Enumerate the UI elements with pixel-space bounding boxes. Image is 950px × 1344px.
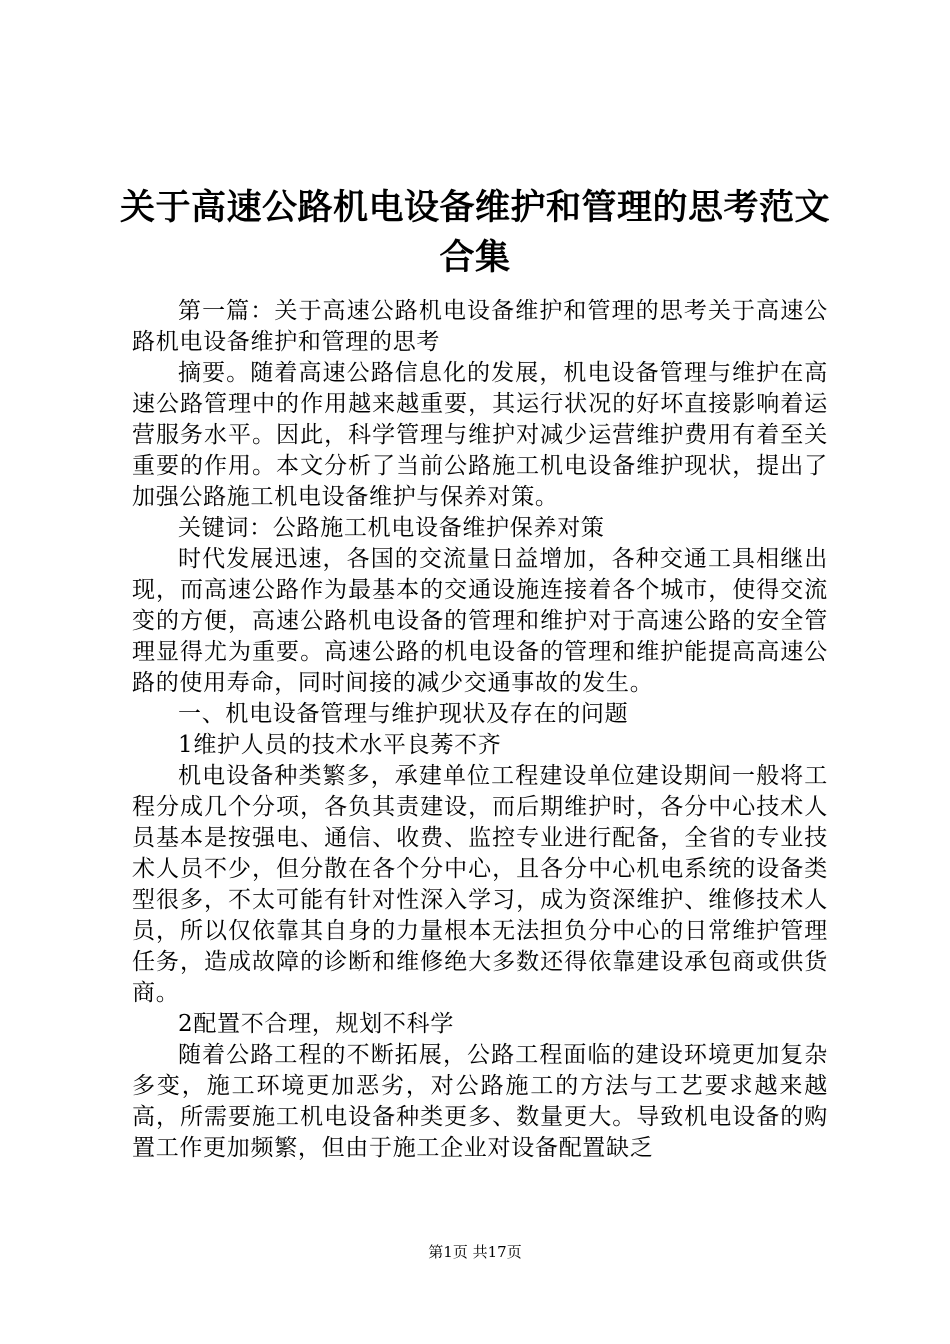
subsection-heading: 2配置不合理，规划不科学 [178,1011,455,1037]
subsection-heading: 1维护人员的技术水平良莠不齐 [178,732,502,758]
paragraph: 时代发展迅速，各国的交流量日益增加，各种交通工具相继出现，而高速公路作为最基本的交通设施连接着各个城市，使得交流变的方便，高速公路机电设备的管理和维护对于高速公路的安全管理显得尤为重要。高速公路的机电设备的管理和维护能提高高速公路的使用寿命，同时间接的减少交通事故的发生。 [132,546,828,696]
document-body [132,296,828,1164]
document-title: 关于高速公路机电设备维护和管理的思考范文合集 [120,188,831,278]
paragraph: 随着公路工程的不断拓展，公路工程面临的建设环境更加复杂多变，施工环境更加恶劣，对公路施工的方法与工艺要求越来越高，所需要施工机电设备种类更多、数量更大。导致机电设备的购置工作更加频繁，但由于施工企业对设备配置缺乏 [132,1042,828,1161]
paragraph: 第一篇：关于高速公路机电设备维护和管理的思考关于高速公路机电设备维护和管理的思考 [132,298,828,355]
page-footer: 第1页 共17页 [428,1243,522,1261]
paragraph: 关键词：公路施工机电设备维护保养对策 [178,515,605,541]
paragraph: 摘要。随着高速公路信息化的发展，机电设备管理与维护在高速公路管理中的作用越来越重要，其运行状况的好坏直接影响着运营服务水平。因此，科学管理与维护对减少运营维护费用有着至关重要的作用。本文分析了当前公路施工机电设备维护现状，提出了加强公路施工机电设备维护与保养对策。 [132,360,828,510]
section-heading: 一、机电设备管理与维护现状及存在的问题 [178,701,629,727]
paragraph: 机电设备种类繁多，承建单位工程建设单位建设期间一般将工程分成几个分项，各负其责建设，而后期维护时，各分中心技术人员基本是按强电、通信、收费、监控专业进行配备，全省的专业技术人员不少，但分散在各个分中心，且各分中心机电系统的设备类型很多，不太可能有针对性深入学习，成为资深维护、维修技术人员，所以仅依靠其自身的力量根本无法担负分中心的日常维护管理任务，造成故障的诊断和维修绝大多数还得依靠建设承包商或供货商。 [132,763,828,1006]
